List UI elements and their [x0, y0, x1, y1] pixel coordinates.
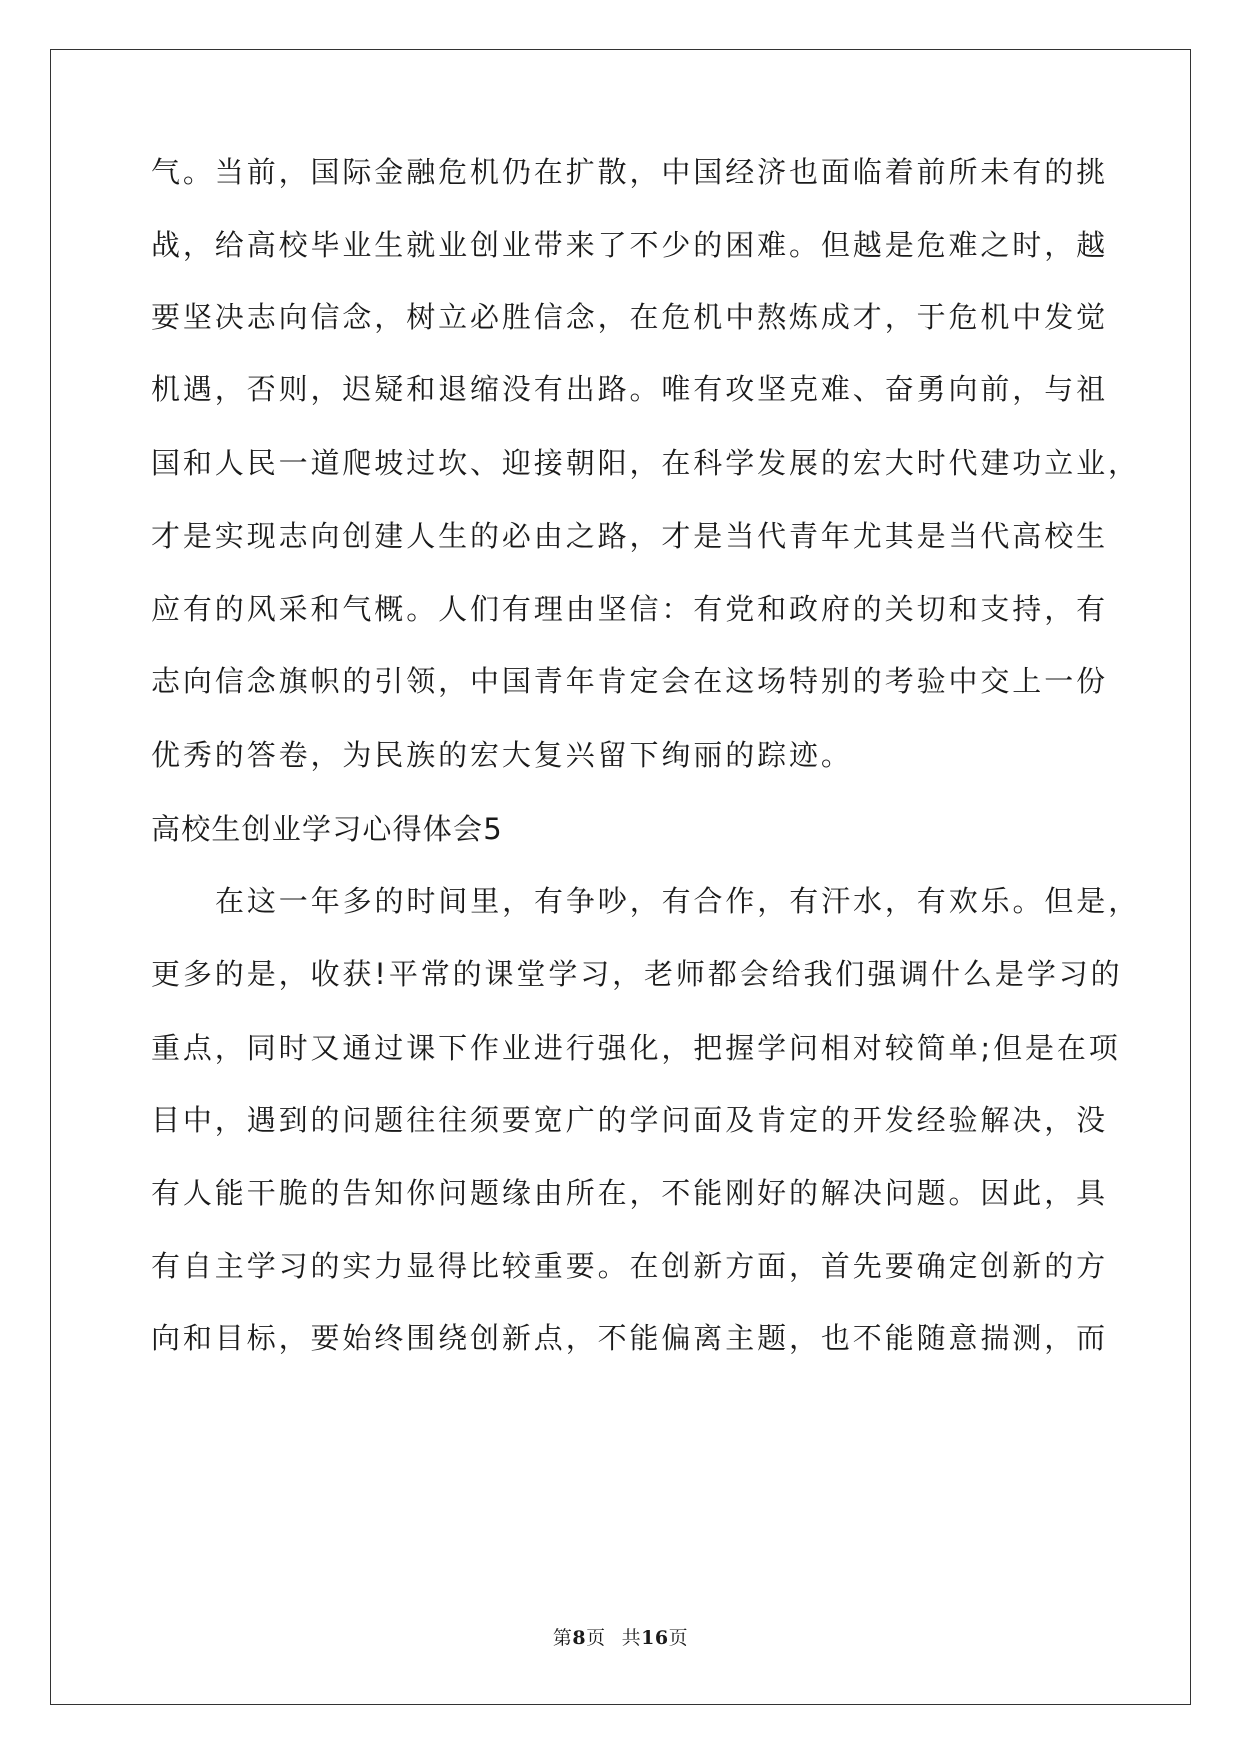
page-number-footer [0, 1626, 1241, 1650]
body-text-line: 在这一年多的时间里，有争吵，有合作，有汗水，有欢乐。但是， [215, 884, 1141, 918]
footer-current-page: 8 [572, 1627, 587, 1649]
body-text-line: 重点，同时又通过课下作业进行强化，把握学问相对较简单;但是在项 [151, 1031, 1121, 1065]
footer-total-suffix: 页 [668, 1627, 689, 1649]
body-text-line: 国和人民一道爬坡过坎、迎接朝阳，在科学发展的宏大时代建功立业， [151, 446, 1140, 480]
body-text-line: 目中，遇到的问题往往须要宽广的学问面及肯定的开发经验解决，没 [151, 1103, 1109, 1137]
body-text-line: 战，给高校毕业生就业创业带来了不少的困难。但越是危难之时，越 [151, 228, 1109, 262]
footer-page-suffix: 页 [586, 1627, 606, 1649]
body-text-line: 向和目标，要始终围绕创新点，不能偏离主题，也不能随意揣测，而 [151, 1321, 1109, 1355]
body-text-line: 才是实现志向创建人生的必由之路，才是当代青年尤其是当代高校生 [151, 519, 1109, 553]
footer-total-pages: 16 [641, 1627, 669, 1649]
body-text-line: 应有的风采和气概。人们有理由坚信：有党和政府的关切和支持，有 [151, 592, 1109, 626]
body-text-line: 志向信念旗帜的引领，中国青年肯定会在这场特别的考验中交上一份 [151, 664, 1109, 698]
body-text-line: 有人能干脆的告知你问题缘由所在，不能刚好的解决问题。因此，具 [151, 1176, 1109, 1210]
section-heading: 高校生创业学习心得体会5 [151, 812, 503, 846]
body-text-line: 有自主学习的实力显得比较重要。在创新方面，首先要确定创新的方 [151, 1249, 1109, 1283]
body-text-line: 气。当前，国际金融危机仍在扩散，中国经济也面临着前所未有的挑 [151, 155, 1109, 189]
footer-total-prefix: 共 [621, 1627, 642, 1649]
body-text-line: 优秀的答卷，为民族的宏大复兴留下绚丽的踪迹。 [151, 738, 853, 772]
footer-page-prefix: 第 [552, 1627, 573, 1649]
body-text-line: 机遇，否则，迟疑和退缩没有出路。唯有攻坚克难、奋勇向前，与祖 [151, 372, 1109, 406]
body-text-line: 更多的是，收获!平常的课堂学习，老师都会给我们强调什么是学习的 [151, 957, 1123, 991]
body-text-line: 要坚决志向信念，树立必胜信念，在危机中熬炼成才，于危机中发觉 [151, 300, 1109, 334]
